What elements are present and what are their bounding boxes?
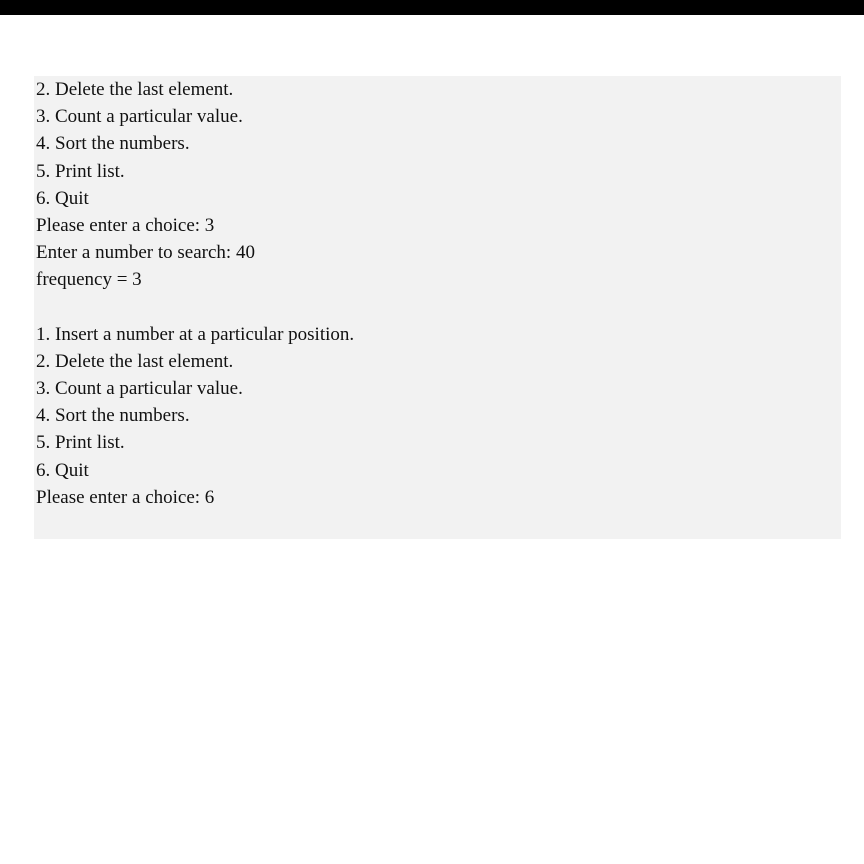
console-line: 2. Delete the last element.: [36, 79, 234, 100]
console-line: 5. Print list.: [36, 432, 125, 454]
console-line: 6. Quit: [36, 459, 89, 481]
console-line: 5. Print list.: [36, 160, 125, 182]
console-line: 6. Quit: [36, 187, 89, 209]
console-blank-line: [36, 294, 841, 321]
console-line: Please enter a choice: 3: [36, 214, 215, 236]
console-line: 4. Sort the numbers.: [36, 405, 190, 427]
console-line: 4. Sort the numbers.: [36, 133, 190, 155]
console-line: frequency = 3: [36, 269, 142, 291]
console-line: 3. Count a particular value.: [36, 106, 243, 128]
console-line: 3. Count a particular value.: [36, 378, 243, 400]
console-line: Enter a number to search: 40: [36, 242, 255, 264]
console-output-block: [34, 76, 841, 539]
console-line: Please enter a choice: 6: [36, 486, 215, 508]
console-line: 2. Delete the last element.: [36, 350, 234, 372]
console-line: 1. Insert a number at a particular position.: [36, 323, 355, 345]
top-bar: [0, 0, 864, 15]
